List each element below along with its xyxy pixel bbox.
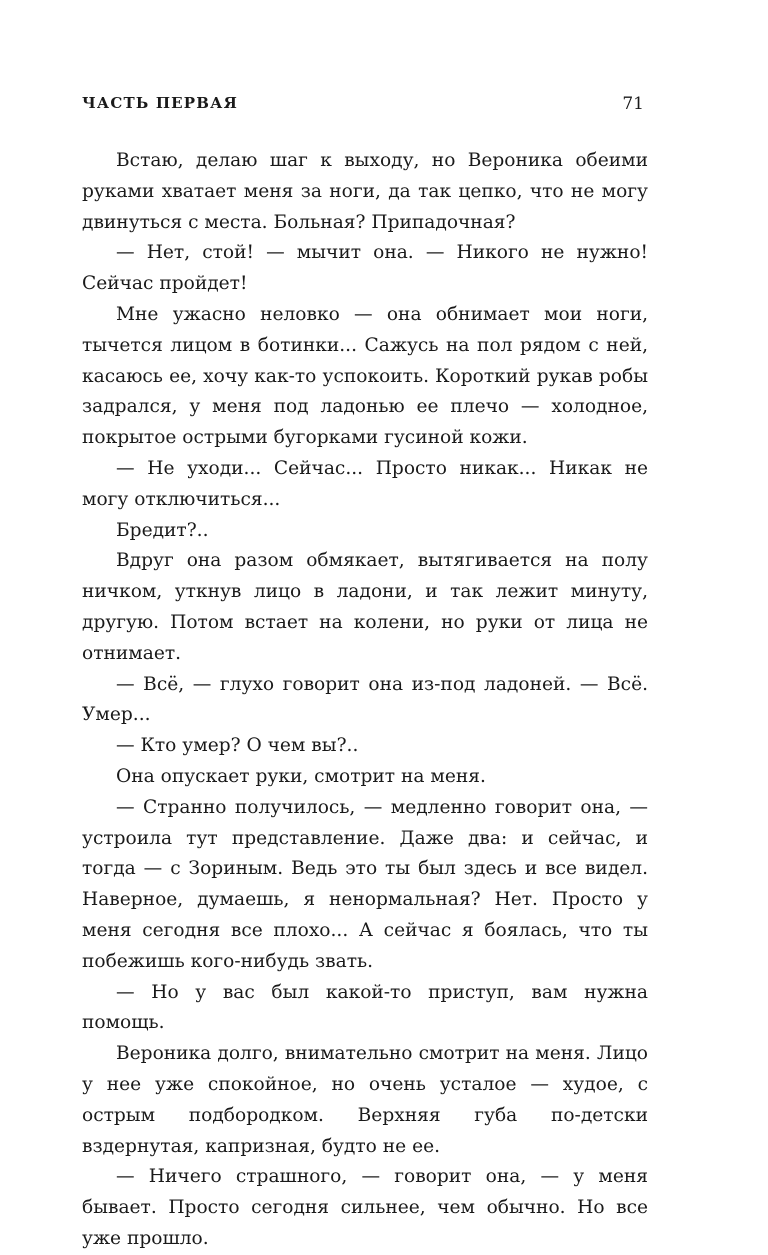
paragraph: — Кто умер? О чем вы?.. [116,735,359,757]
paragraph: Бредит?.. [116,519,209,541]
paragraph: Вероника долго, внимательно смотрит на меня. Лицо у нее уже спокойное, но очень усталое — худое, с острым подбородком. Верхняя губа по-детски вздернутая, капризная, будто не ее. [82,1043,648,1157]
page-number: 71 [622,94,644,114]
paragraph: Вдруг она разом обмякает, вытягивается на полу ничком, уткнув лицо в ладони, и так лежит минуту, другую. Потом встает на колени, но руки от лица не отнимает. [82,550,648,664]
paragraph: — Но у вас был какой-то приступ, вам нужна помощь. [82,981,648,1034]
paragraph: — Странно получилось, — медленно говорит она, — устроила тут представление. Даже два: и сейчас, и тогда — с Зориным. Ведь это ты был здесь и все видел. Наверное, думаешь, я ненормальная? Нет. Просто у меня сегодня все плохо... А сейчас я боялась, что ты побежишь кого-нибудь звать. [82,796,648,972]
paragraph: Мне ужасно неловко — она обнимает мои ноги, тычется лицом в ботинки... Сажусь на пол рядом с ней, касаюсь ее, хочу как-то успокоить. Короткий рукав робы задрался, у меня под ладонью ее плечо — холодное, покрытое острыми бугорками гусиной кожи. [82,303,648,449]
body-text [82,146,648,1255]
paragraph: — Не уходи... Сейчас... Просто никак... Никак не могу отключиться... [82,457,648,510]
paragraph: — Ничего страшного, — говорит она, — у меня бывает. Просто сегодня сильнее, чем обычно. Но все уже прошло. [82,1166,648,1249]
paragraph: — Всё, — глухо говорит она из-под ладоней. — Всё. Умер... [82,673,648,726]
running-title: ЧАСТЬ ПЕРВАЯ [82,94,239,112]
paragraph: Она опускает руки, смотрит на меня. [116,765,486,787]
paragraph: — Нет, стой! — мычит она. — Никого не нужно! Сейчас пройдет! [82,242,648,295]
paragraph: Встаю, делаю шаг к выходу, но Вероника обеими руками хватает меня за ноги, да так цепко, что не могу двинуться с места. Больная? Припадочная? [82,150,648,233]
